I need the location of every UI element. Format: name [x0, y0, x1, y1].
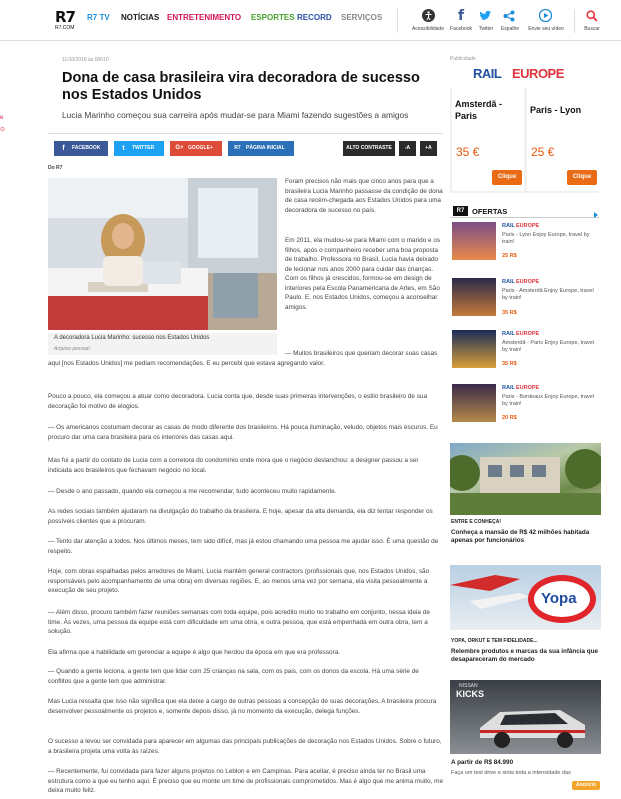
ticket-price: 35 € — [456, 145, 480, 159]
googleplus-icon: G+ — [175, 145, 184, 151]
facebook-icon: f — [62, 145, 65, 152]
tool-label-accessibility: Acessibilidade — [412, 26, 444, 32]
offer-brand-rail: RAIL — [502, 279, 515, 285]
share-icon[interactable] — [503, 9, 515, 21]
offer-text[interactable]: Paris - Bordeaux Enjoy Europe, travel by train! — [502, 394, 595, 407]
article-paragraph: Mas foi a partir do contato de Lucia com a corretora do condomínio onde mora que o negócio deslanchou: a designer passou a ser indicada aos brasileiros que fechavam negócio no local. — [48, 457, 419, 474]
nissan-model: KICKS — [456, 689, 485, 699]
article-paragraph: Em 2011, ela mudou-se para Miami com o marido e os filhos, após o companheiro receber uma boa proposta de trabalho. Professora no Brasil, Lucia havia deixado de lecionar nos anos 2000 para cuidar das crianças. Com os filhos já crescidos, formou-se em design de interiores pela Escola Panamericana de Artes, em São Paulo. E, nos Estados Unidos, começou a aconselhar amigos. — [285, 237, 441, 311]
offer-price: 35 R$ — [502, 310, 517, 316]
article-paragraph: — Quando a gente leciona, a gente tem que lidar com 25 crianças na sala, com os pais, com os donos da escola. Há uma série de conflitos que a gente tem que administrar. — [48, 668, 419, 685]
nissan-brand: NISSAN — [459, 683, 478, 689]
share-googleplus-label: GOOGLE+ — [188, 145, 213, 151]
share-facebook-label: FACEBOOK — [72, 145, 101, 151]
offer-brand-rail: RAIL — [502, 385, 515, 391]
share-twitter-button[interactable] — [114, 141, 164, 156]
nav-servicos[interactable]: SERVIÇOS — [341, 13, 383, 22]
photo-caption: A decoradora Lucia Marinho: sucesso nos Estados Unidos — [54, 335, 210, 341]
tool-label-share: Espalhe — [500, 26, 520, 32]
logo-domain: R7.COM — [55, 25, 75, 31]
offer-text[interactable]: Paris - Lyon Enjoy Europe, travel by train! — [502, 232, 590, 245]
article-title: Dona de casa brasileira vira decoradora de sucesso nos Estados Unidos — [62, 70, 420, 103]
card-tag: ENTRE E CONHEÇA! — [451, 519, 502, 525]
search-label[interactable]: Buscar — [584, 26, 600, 32]
offer-brand-europe: EUROPE — [516, 223, 540, 229]
offer-brand-rail: RAIL — [502, 223, 515, 229]
offer-text[interactable]: Paris - Amsterdã Enjoy Europe, travel by train! — [502, 288, 594, 301]
article-date: 11/10/2016 às 00h10 — [62, 57, 109, 63]
article-paragraph: — Recentemente, fui convidada para fazer alguns projetos no Leblon e em Campinas. Para aceitar, é preciso ainda ter no Brasil uma estrutura como a que eu tenho aqui. É preciso que eu monte um time de profissionais comprometidos. Mas é algo que me anima muito, me deixa muito feliz. — [48, 768, 444, 794]
article-source: Do R7 — [48, 165, 63, 171]
offer-image[interactable] — [452, 384, 496, 422]
ticket-price: 25 € — [531, 145, 555, 159]
nav-noticias[interactable]: NOTÍCIAS — [121, 13, 160, 22]
nav-r7tv[interactable]: R7 TV — [87, 13, 110, 22]
homepage-label: PÁGINA INICIAL — [246, 145, 285, 151]
homepage-button[interactable] — [228, 141, 294, 156]
article-paragraph: Hoje, com obras espalhadas pelos arredores de Miami, Lucia mantém general contractors (profissionais que, nos Estados Unidos, são responsáveis pelo acompanhamento de uma obra) em diversas regiões. E, ao menos uma vez por semana, ela visita pessoalmente a execução de seu projeto. — [48, 568, 430, 594]
ticket-route: Paris - Lyon — [530, 105, 582, 115]
article-paragraph: Foram precisos não mais que cinco anos para que a brasileira Lucia Marinho passasse da condição de dona de casa recém-chegada aos Estados Unidos para uma decoradora de sucesso no país. — [285, 178, 443, 214]
ad-badge: Anúncio — [572, 781, 600, 790]
offer-price: 35 R$ — [502, 361, 517, 367]
article-paragraph: — Os americanos costumam decorar as casas de modo diferente dos brasileiros. Há pouca iluminação, veludo, objetos mais escuros. Eu procuro dar uma cara brasileira para os interiores das casas aqui. — [48, 424, 438, 441]
tool-label-facebook: Facebook — [450, 26, 472, 32]
tool-label-twitter: Twitter — [478, 26, 494, 32]
share-twitter-label: TWITTER — [132, 145, 155, 151]
card-title[interactable]: Relembre produtos e marcas da sua infância que desapareceram do mercado — [451, 648, 598, 663]
ad-choices-icon[interactable] — [593, 206, 599, 214]
article-subtitle: Lucia Marinho começou sua carreira após mudar-se para Miami fazendo sugestões a amigos — [62, 110, 409, 120]
tool-label-video: Envie seu vídeo — [528, 26, 564, 32]
article-paragraph: — Muitos brasileiros que queriam decorar suas casas aqui [nos Estados Unidos] me pediam recomendações. E eu percebi que estava agregando valor. — [48, 350, 438, 367]
nissan-ad-image[interactable] — [450, 680, 601, 754]
photo-credit: Arquivo pessoal — [54, 346, 90, 352]
card-title[interactable]: Conheça a mansão de R$ 42 milhões habitada apenas por funcionários — [451, 529, 590, 544]
offer-text[interactable]: Amsterdã - Paris Enjoy Europe, travel by train! — [502, 340, 595, 353]
offers-title: OFERTAS — [472, 207, 508, 216]
logo-text: R7 — [55, 8, 75, 26]
header-divider — [397, 9, 398, 33]
search-icon[interactable] — [586, 9, 598, 21]
offscreen-marker: e — [0, 115, 4, 121]
ad-brand-rail: RAIL — [473, 66, 502, 81]
ticket-cta-button[interactable]: Clique — [492, 170, 522, 185]
decrease-font-button[interactable]: -A — [399, 141, 416, 156]
offers-logo: R7 — [453, 206, 468, 216]
offer-brand-rail: RAIL — [502, 331, 515, 337]
offer-brand-europe: EUROPE — [516, 279, 540, 285]
ad-brand-europe: EUROPE — [512, 66, 564, 81]
share-facebook-button[interactable] — [54, 141, 108, 156]
yopa-logo: Yopa — [541, 590, 577, 607]
share-googleplus-button[interactable] — [170, 141, 222, 156]
ticket-cta-button[interactable]: Clique — [567, 170, 597, 185]
card-subtitle: Faça um test drive e sinta toda a intensidade das — [451, 770, 571, 776]
yopa-image[interactable] — [450, 565, 601, 630]
svg-text:f: f — [458, 8, 465, 22]
high-contrast-button[interactable]: ALTO CONTRASTE — [343, 141, 395, 156]
header-divider — [574, 9, 575, 33]
facebook-icon[interactable] — [456, 8, 466, 22]
article-paragraph: O sucesso a levou ser convidada para aparecer em algumas das principais publicações de decoração nos Estados Unidos. Sobre o futuro, a brasileira projeta uma volta às raízes. — [48, 738, 442, 755]
offer-price: 20 R$ — [502, 415, 517, 421]
ticket-route: Amsterdã - Paris — [455, 99, 503, 121]
video-icon[interactable] — [539, 9, 552, 22]
offscreen-marker: ⊙ — [0, 127, 6, 133]
article-photo — [48, 178, 277, 330]
nav-record[interactable]: RECORD — [297, 13, 332, 22]
article-paragraph: — Além disso, procuro também fazer reuniões semanais com toda equipe, pois acredito muito no trabalho em conjunto, nessa ideia de time. Às vezes, uma pessoa da equipe está com dificuldade em uma obra, e outra pessoa, que está empenhada em outra obra, tem a solução. — [48, 609, 430, 635]
increase-font-button[interactable]: +A — [420, 141, 437, 156]
article-paragraph: Ela afirma que a habilidade em gerenciar a equipe é algo que herdou da época em que era professora. — [48, 649, 341, 656]
article-paragraph: Mas Lucia ressalta que isso não significa que ela deixe a cargo de outras pessoas a concepção de suas decorações. A brasileira procura desenvolver pessoalmente os projetos e, somente depois disso, já no momento da execução, delega funções. — [48, 698, 437, 715]
article-paragraph: Pouco a pouco, ela começou a atuar como decoradora. Lucia conta que, desde suas primeiras intervenções, o estilo brasileiro de sua decoração foi motivo de elogios. — [48, 393, 428, 410]
offer-image[interactable] — [452, 330, 496, 368]
article-paragraph: — Tento dar atenção a todos. Nos últimos meses, tem sido difícil, mas já estou chamando uma pessoa me ajudar isso. É uma questão de respeito. — [48, 538, 439, 555]
offer-brand-europe: EUROPE — [516, 385, 540, 391]
offer-brand-europe: EUROPE — [516, 331, 540, 337]
ticket-card[interactable] — [527, 88, 599, 191]
twitter-icon: t — [122, 145, 125, 152]
card-tag: YOPA, ORKUT E TEM FIDELIDADE... — [451, 638, 538, 644]
nav-esportes[interactable]: ESPORTES — [251, 13, 295, 22]
accessibility-icon[interactable] — [422, 9, 435, 22]
mansion-image[interactable] — [450, 443, 601, 515]
offer-image[interactable] — [452, 222, 496, 260]
homepage-icon: R7 — [234, 145, 241, 151]
twitter-icon[interactable] — [479, 9, 492, 21]
divider — [48, 133, 443, 134]
offer-price: 25 R$ — [502, 253, 517, 259]
offer-image[interactable] — [452, 278, 496, 316]
r7-logo[interactable] — [55, 10, 77, 32]
ticket-card[interactable] — [452, 88, 524, 191]
article-paragraph: — Desde o ano passado, quando ela começou a me recomendar, tudo aconteceu muito rapidamente. — [48, 488, 337, 495]
article-paragraph: As redes sociais também ajudaram na divulgação do trabalho da brasileira. E hoje, apesar da alta demanda, ela diz tentar responder os possíveis clientes que a procuram. — [48, 508, 433, 525]
card-title[interactable]: A partir de R$ 84.990 — [451, 759, 514, 766]
nav-entretenimento[interactable]: ENTRETENIMENTO — [167, 13, 242, 22]
publicity-label: Publicidade — [450, 56, 476, 62]
